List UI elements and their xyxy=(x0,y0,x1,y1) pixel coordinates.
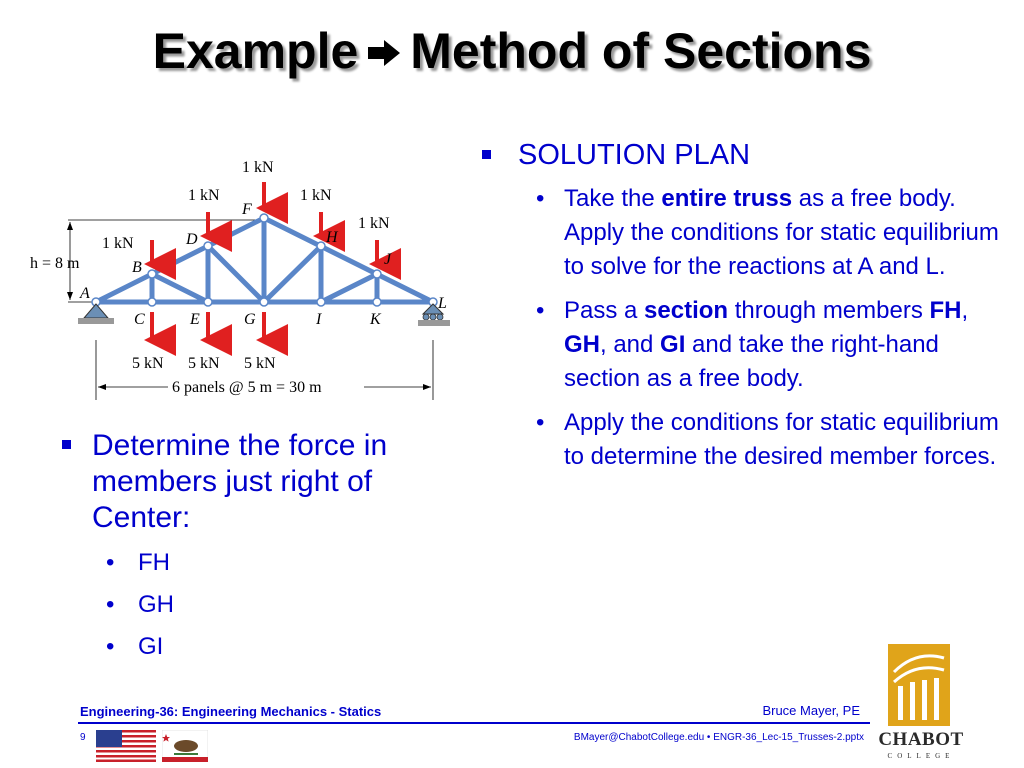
title-left: Example xyxy=(152,23,359,79)
page-number: 9 xyxy=(80,732,86,743)
plan-step xyxy=(480,182,1000,284)
load-label-f: 1 kN xyxy=(242,159,274,176)
course-name: Engineering-36: Engineering Mechanics - Statics xyxy=(80,704,382,719)
logo-subtext: COLLEGE xyxy=(887,752,955,760)
plan-bold: section xyxy=(644,297,729,324)
node-label: I xyxy=(316,311,322,328)
plan-bold: GH xyxy=(564,331,600,358)
load-label-j: 1 kN xyxy=(358,215,390,232)
author-name: Bruce Mayer, PE xyxy=(762,703,860,718)
bullet-dot-icon: • xyxy=(536,185,545,212)
us-flag-icon xyxy=(96,730,156,762)
load-label-c: 5 kN xyxy=(132,355,164,372)
logo-wordmark: CHABOT xyxy=(878,729,964,750)
title-right: Method of Sections xyxy=(410,23,872,79)
plan-text: Pass a xyxy=(564,297,645,324)
bullet-dot-icon: • xyxy=(536,409,545,436)
plan-text: as a free body. Apply the conditions for static equilibrium to solve for the reactions at A and L. xyxy=(564,185,999,280)
truss-diagram xyxy=(28,150,468,410)
node-label: J xyxy=(384,251,392,268)
span-label: 6 panels @ 5 m = 30 m xyxy=(172,379,322,396)
load-label-g: 5 kN xyxy=(244,355,276,372)
california-flag-icon xyxy=(162,730,208,762)
plan-text: , xyxy=(961,297,969,324)
plan-bold: entire truss xyxy=(661,185,793,212)
node-label: L xyxy=(438,295,447,312)
node-label: A xyxy=(80,285,90,302)
node-label: D xyxy=(186,231,198,248)
footer-divider xyxy=(78,722,870,724)
plan-text: through members xyxy=(728,297,930,324)
solution-heading-text: SOLUTION PLAN xyxy=(518,139,751,171)
node-label: C xyxy=(134,311,145,328)
right-arrow-icon xyxy=(366,22,402,80)
member-label: FH xyxy=(138,549,170,576)
plan-text: , and xyxy=(600,331,661,358)
node-label: K xyxy=(370,311,381,328)
member-label: GI xyxy=(138,633,164,660)
task-bullet xyxy=(60,428,440,536)
load-label-e: 5 kN xyxy=(188,355,220,372)
member-item xyxy=(60,590,440,620)
node-label: F xyxy=(242,201,252,218)
member-item xyxy=(60,548,440,578)
member-label: GH xyxy=(138,591,174,618)
plan-bold: FH xyxy=(929,297,962,324)
solution-heading xyxy=(480,138,1000,172)
square-bullet-icon xyxy=(482,150,491,159)
plan-bold: GI xyxy=(660,331,686,358)
slide-title xyxy=(0,22,1024,84)
plan-step xyxy=(480,294,1000,396)
task-text: Determine the force in members just right of Center: xyxy=(92,429,388,534)
solution-plan xyxy=(480,138,1000,474)
bullet-dot-icon: • xyxy=(106,591,115,618)
plan-text: Take the xyxy=(564,185,662,212)
node-label: B xyxy=(132,259,142,276)
load-label-d: 1 kN xyxy=(188,187,220,204)
task-list xyxy=(60,428,440,662)
height-label: h = 8 m xyxy=(30,255,80,272)
member-item xyxy=(60,632,440,662)
plan-step xyxy=(480,406,1000,474)
plan-text: Apply the conditions for static equilibrium to determine the desired member forces. xyxy=(564,409,999,470)
node-label: H xyxy=(326,229,338,246)
load-label-h: 1 kN xyxy=(300,187,332,204)
plan-text: and take the right-hand section as a free body. xyxy=(564,331,939,392)
bullet-dot-icon: • xyxy=(106,633,115,660)
load-label-b: 1 kN xyxy=(102,235,134,252)
node-label: G xyxy=(244,311,256,328)
square-bullet-icon xyxy=(62,440,71,449)
bullet-dot-icon: • xyxy=(106,549,115,576)
pin-support-a xyxy=(78,304,114,324)
footer-contact: BMayer@ChabotCollege.edu • ENGR-36_Lec-15_Trusses-2.pptx xyxy=(573,732,864,743)
bullet-dot-icon: • xyxy=(536,297,545,324)
node-label: E xyxy=(190,311,200,328)
truss-figure xyxy=(28,150,468,410)
